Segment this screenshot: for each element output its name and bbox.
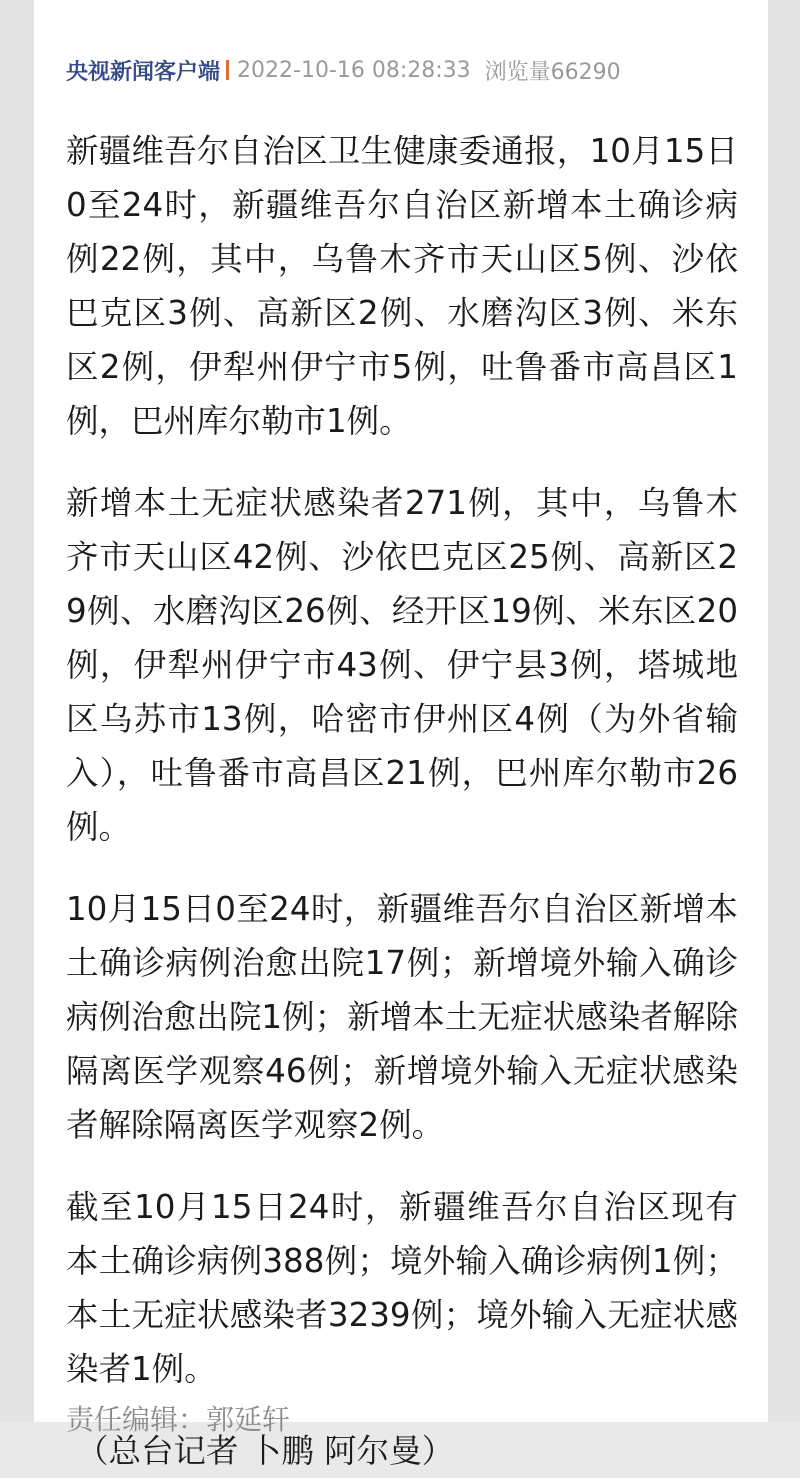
- meta-separator: [226, 60, 229, 80]
- view-count: 浏览量66290: [484, 59, 621, 85]
- article-paragraph-1: 新疆维吾尔自治区卫生健康委通报，10月15日0至24时，新疆维吾尔自治区新增本土确诊病例22例，其中，乌鲁木齐市天山区5例、沙依巴克区3例、高新区2例、水磨沟区3例、米东区2例，伊犁州伊宁市5例，吐鲁番市高昌区1例，巴州库尔勒市1例。: [66, 132, 738, 440]
- article-body: [66, 124, 738, 1478]
- reporter-credit: （总台记者 卜鹏 阿尔曼）: [76, 1432, 455, 1470]
- right-background-strip: [766, 0, 800, 1422]
- source-link[interactable]: 央视新闻客户端: [66, 59, 221, 85]
- left-background-strip: [0, 0, 34, 1422]
- responsible-editor: 责任编辑：郭延轩: [66, 1403, 291, 1436]
- article-paragraph-2: 新增本土无症状感染者271例，其中，乌鲁木齐市天山区42例、沙依巴克区25例、高新区29例、水磨沟区26例、经开区19例、米东区20例，伊犁州伊宁市43例、伊宁县3例，塔城地区乌苏市13例，哈密市伊州区4例（为外省输入），吐鲁番市高昌区21例，巴州库尔勒市26例。: [66, 484, 738, 846]
- article-paragraph-4: 截至10月15日24时，新疆维吾尔自治区现有本土确诊病例388例；境外输入确诊病例1例；本土无症状感染者3239例；境外输入无症状感染者1例。: [66, 1188, 738, 1388]
- article-meta: [66, 50, 621, 90]
- publish-datetime: 2022-10-16 08:28:33: [237, 57, 471, 83]
- article-paragraph-3: 10月15日0至24时，新疆维吾尔自治区新增本土确诊病例治愈出院17例；新增境外输入确诊病例治愈出院1例；新增本土无症状感染者解除隔离医学观察46例；新增境外输入无症状感染者解除隔离医学观察2例。: [66, 890, 738, 1144]
- article-page: [34, 0, 768, 1470]
